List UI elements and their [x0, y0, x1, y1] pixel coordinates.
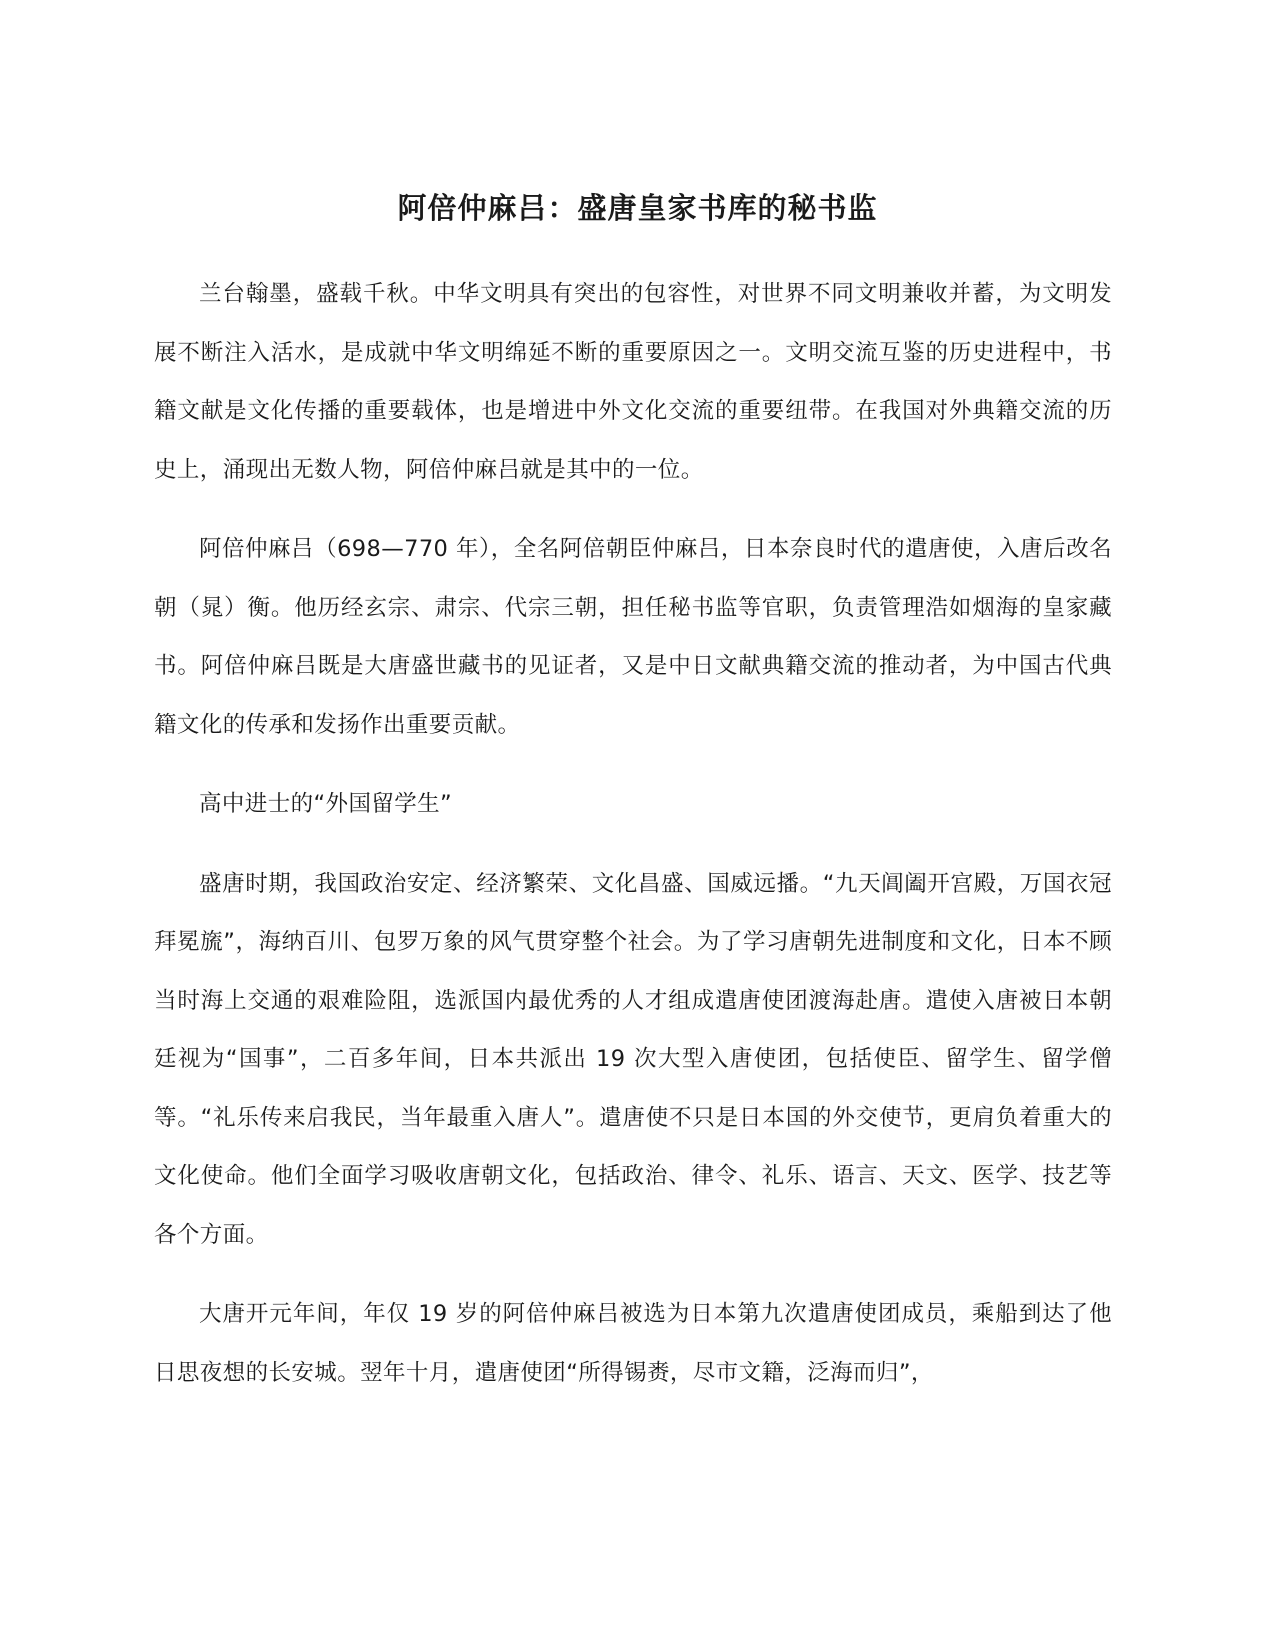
document-body: [154, 265, 1112, 1423]
paragraph: 盛唐时期，我国政治安定、经济繁荣、文化昌盛、国威远播。“九天阊阖开宫殿，万国衣冠拜冕旒”，海纳百川、包罗万象的风气贯穿整个社会。为了学习唐朝先进制度和文化，日本不顾当时海上交通的艰难险阻，选派国内最优秀的人才组成遣唐使团渡海赴唐。遣使入唐被日本朝廷视为“国事”，二百多年间，日本共派出 19 次大型入唐使团，包括使臣、留学生、留学僧等。“礼乐传来启我民，当年最重入唐人”。遣唐使不只是日本国的外交使节，更肩负着重大的文化使命。他们全面学习吸收唐朝文化，包括政治、律令、礼乐、语言、天文、医学、技艺等各个方面。: [154, 870, 1112, 1248]
paragraph: 大唐开元年间，年仅 19 岁的阿倍仲麻吕被选为日本第九次遣唐使团成员，乘船到达了他日思夜想的长安城。翌年十月，遣唐使团“所得锡赉，尽市文籍，泛海而归”，: [154, 1301, 1112, 1386]
section-heading: 高中进士的“外国留学生”: [199, 791, 453, 817]
paragraph: 兰台翰墨，盛载千秋。中华文明具有突出的包容性，对世界不同文明兼收并蓄，为文明发展不断注入活水，是成就中华文明绵延不断的重要原因之一。文明交流互鉴的历史进程中，书籍文献是文化传播的重要载体，也是增进中外文化交流的重要纽带。在我国对外典籍交流的历史上，涌现出无数人物，阿倍仲麻吕就是其中的一位。: [154, 281, 1112, 483]
paragraph: 阿倍仲麻吕（698—770 年），全名阿倍朝臣仲麻吕，日本奈良时代的遣唐使，入唐后改名朝（晁）衡。他历经玄宗、肃宗、代宗三朝，担任秘书监等官职，负责管理浩如烟海的皇家藏书。阿倍仲麻吕既是大唐盛世藏书的见证者，又是中日文献典籍交流的推动者，为中国古代典籍文化的传承和发扬作出重要贡献。: [154, 536, 1112, 738]
document-title: 阿倍仲麻吕：盛唐皇家书库的秘书监: [397, 191, 878, 225]
